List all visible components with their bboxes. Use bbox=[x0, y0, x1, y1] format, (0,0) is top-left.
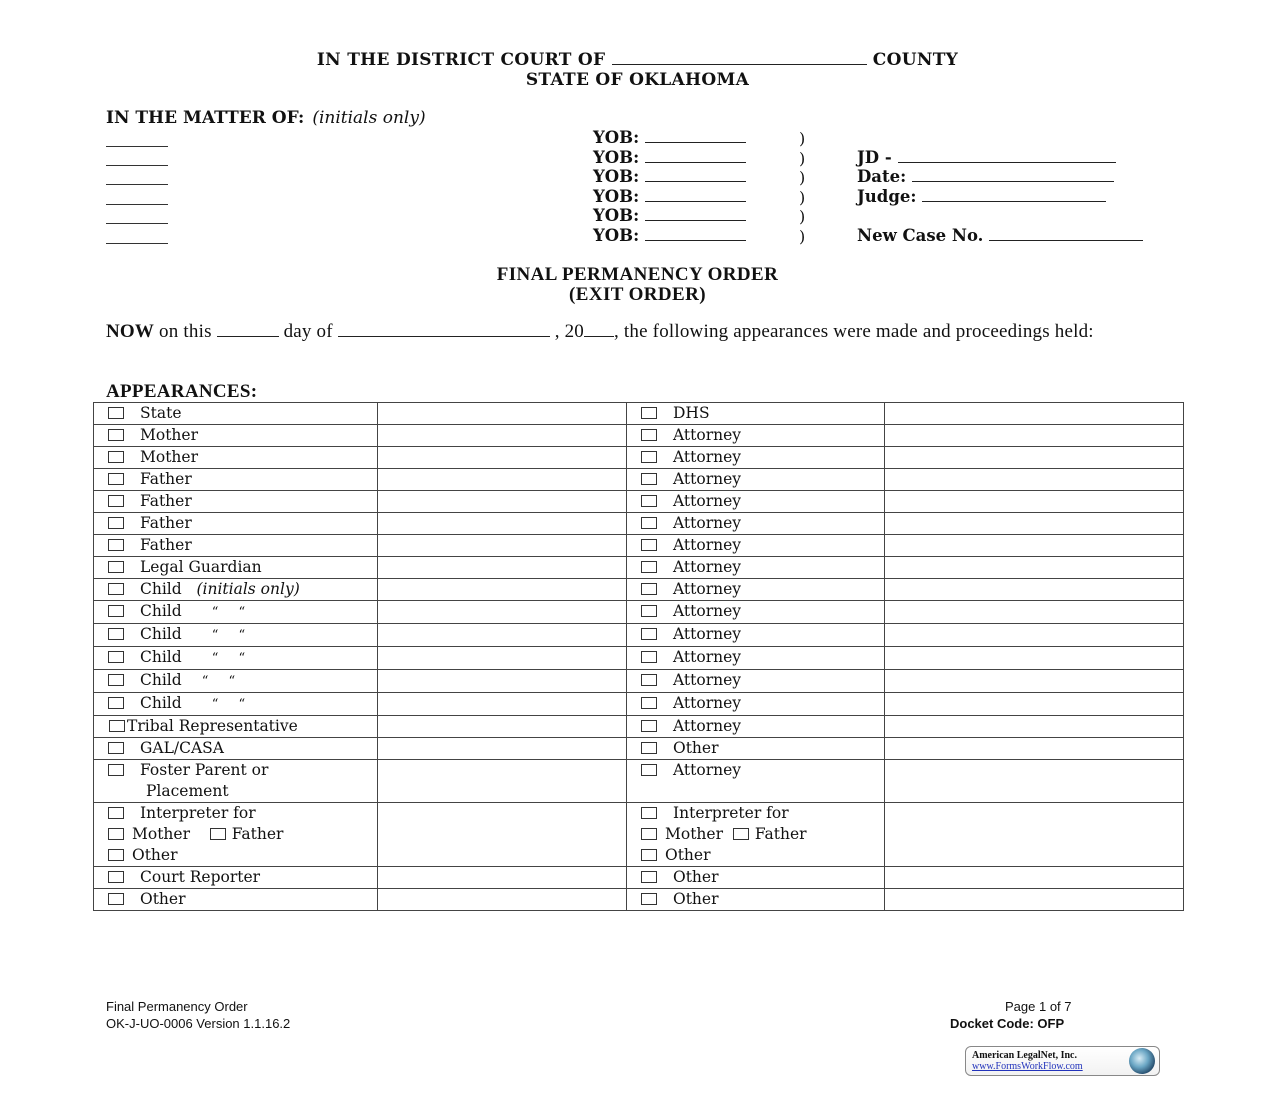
checkbox[interactable] bbox=[108, 517, 124, 529]
yob-field-2[interactable]: YOB: bbox=[593, 148, 746, 167]
appearance-left: Interpreter for Mother Father Other bbox=[94, 803, 378, 867]
checkbox-mother[interactable] bbox=[108, 828, 124, 840]
table-row bbox=[94, 670, 1184, 693]
table-row bbox=[94, 469, 1184, 491]
checkbox[interactable] bbox=[641, 539, 657, 551]
appearance-right: Other bbox=[627, 738, 885, 760]
name-entry[interactable] bbox=[378, 760, 627, 803]
checkbox[interactable] bbox=[641, 407, 657, 419]
appearance-left: State bbox=[94, 403, 378, 425]
appearance-right: Attorney bbox=[627, 425, 885, 447]
initials-blank-1[interactable] bbox=[106, 146, 168, 147]
paren: ) bbox=[799, 149, 806, 168]
name-entry[interactable] bbox=[885, 760, 1184, 803]
checkbox[interactable] bbox=[108, 451, 124, 463]
appearance-right: Attorney bbox=[627, 624, 885, 647]
name-entry[interactable] bbox=[885, 624, 1184, 647]
name-entry[interactable] bbox=[885, 425, 1184, 447]
year-blank[interactable] bbox=[584, 322, 614, 337]
matter-label: IN THE MATTER OF: (initials only) bbox=[106, 108, 426, 128]
name-entry[interactable] bbox=[378, 889, 627, 911]
checkbox[interactable] bbox=[108, 407, 124, 419]
name-entry[interactable] bbox=[885, 491, 1184, 513]
checkbox[interactable] bbox=[108, 674, 124, 686]
yob-field-1[interactable]: YOB: bbox=[593, 128, 746, 147]
globe-icon bbox=[1129, 1048, 1155, 1074]
paren: ) bbox=[799, 188, 806, 207]
appearance-left: Mother bbox=[94, 447, 378, 469]
name-entry[interactable] bbox=[378, 535, 627, 557]
appearance-right: Attorney bbox=[627, 647, 885, 670]
order-title: FINAL PERMANENCY ORDER bbox=[496, 264, 779, 285]
name-entry[interactable] bbox=[885, 601, 1184, 624]
table-row bbox=[94, 601, 1184, 624]
table-row bbox=[94, 535, 1184, 557]
appearance-right: Attorney bbox=[627, 693, 885, 716]
checkbox[interactable] bbox=[109, 720, 125, 732]
footer-form-name: Final Permanency Order bbox=[106, 999, 248, 1014]
table-row bbox=[94, 624, 1184, 647]
appearance-left: Legal Guardian bbox=[94, 557, 378, 579]
table-row bbox=[94, 867, 1184, 889]
table-row bbox=[94, 579, 1184, 601]
checkbox[interactable] bbox=[108, 561, 124, 573]
intro-paragraph: NOW on this day of , 20 , the following appearances were made and proceedings held: bbox=[106, 321, 1094, 342]
table-row bbox=[94, 557, 1184, 579]
appearance-left: Child “ “ bbox=[94, 601, 378, 624]
appearance-right: Attorney bbox=[627, 760, 885, 803]
name-entry[interactable] bbox=[885, 647, 1184, 670]
initials-blank-3[interactable] bbox=[106, 184, 168, 185]
paren: ) bbox=[799, 207, 806, 226]
checkbox[interactable] bbox=[641, 651, 657, 663]
date-field[interactable]: Date: bbox=[857, 167, 1114, 186]
initials-blank-2[interactable] bbox=[106, 165, 168, 166]
name-entry[interactable] bbox=[885, 889, 1184, 911]
appearance-right: Interpreter for Mother Father Other bbox=[627, 803, 885, 867]
checkbox-other[interactable] bbox=[641, 849, 657, 861]
appearance-left: Court Reporter bbox=[94, 867, 378, 889]
checkbox[interactable] bbox=[108, 473, 124, 485]
checkbox[interactable] bbox=[108, 429, 124, 441]
new-case-field[interactable]: New Case No. bbox=[857, 226, 1143, 245]
checkbox[interactable] bbox=[108, 764, 124, 776]
checkbox[interactable] bbox=[641, 807, 657, 819]
checkbox[interactable] bbox=[641, 628, 657, 640]
table-row bbox=[94, 716, 1184, 738]
paren: ) bbox=[799, 129, 806, 148]
name-entry[interactable] bbox=[378, 867, 627, 889]
appearance-left: Father bbox=[94, 535, 378, 557]
checkbox[interactable] bbox=[641, 495, 657, 507]
checkbox-mother[interactable] bbox=[641, 828, 657, 840]
checkbox[interactable] bbox=[641, 893, 657, 905]
appearance-left: Father bbox=[94, 513, 378, 535]
checkbox[interactable] bbox=[641, 764, 657, 776]
checkbox[interactable] bbox=[641, 561, 657, 573]
appearance-right: Other bbox=[627, 889, 885, 911]
yob-field-3[interactable]: YOB: bbox=[593, 167, 746, 186]
name-entry[interactable] bbox=[378, 803, 627, 867]
appearances-table bbox=[93, 402, 1184, 911]
appearance-right: Attorney bbox=[627, 670, 885, 693]
checkbox[interactable] bbox=[108, 742, 124, 754]
name-entry[interactable] bbox=[885, 579, 1184, 601]
initials-blank-5[interactable] bbox=[106, 223, 168, 224]
appearance-left: Father bbox=[94, 469, 378, 491]
initials-blank-6[interactable] bbox=[106, 243, 168, 244]
name-entry[interactable] bbox=[885, 670, 1184, 693]
table-row bbox=[94, 693, 1184, 716]
name-entry[interactable] bbox=[885, 403, 1184, 425]
checkbox[interactable] bbox=[641, 742, 657, 754]
name-entry[interactable] bbox=[378, 670, 627, 693]
name-entry[interactable] bbox=[378, 469, 627, 491]
name-entry[interactable] bbox=[378, 403, 627, 425]
table-row bbox=[94, 491, 1184, 513]
appearance-left: Father bbox=[94, 491, 378, 513]
name-entry[interactable] bbox=[378, 601, 627, 624]
checkbox[interactable] bbox=[641, 720, 657, 732]
checkbox[interactable] bbox=[641, 697, 657, 709]
name-entry[interactable] bbox=[378, 557, 627, 579]
court-heading: IN THE DISTRICT COURT OF COUNTY bbox=[316, 50, 959, 70]
checkbox-other[interactable] bbox=[108, 849, 124, 861]
appearance-right: Attorney bbox=[627, 716, 885, 738]
checkbox[interactable] bbox=[641, 871, 657, 883]
name-entry[interactable] bbox=[378, 579, 627, 601]
initials-blank-4[interactable] bbox=[106, 204, 168, 205]
name-entry[interactable] bbox=[885, 738, 1184, 760]
checkbox[interactable] bbox=[108, 539, 124, 551]
name-entry[interactable] bbox=[885, 867, 1184, 889]
appearance-left: Other bbox=[94, 889, 378, 911]
checkbox[interactable] bbox=[641, 674, 657, 686]
page-number: Page 1 of 7 bbox=[1005, 999, 1072, 1014]
appearance-right: Attorney bbox=[627, 535, 885, 557]
name-entry[interactable] bbox=[885, 513, 1184, 535]
appearance-left: Mother bbox=[94, 425, 378, 447]
checkbox[interactable] bbox=[641, 517, 657, 529]
name-entry[interactable] bbox=[885, 803, 1184, 867]
appearances-heading: APPEARANCES: bbox=[106, 381, 258, 402]
checkbox[interactable] bbox=[108, 651, 124, 663]
appearance-right: DHS bbox=[627, 403, 885, 425]
month-blank[interactable] bbox=[338, 322, 550, 337]
appearance-left: Child “ “ bbox=[94, 693, 378, 716]
checkbox[interactable] bbox=[641, 583, 657, 595]
yob-field-4[interactable]: YOB: bbox=[593, 187, 746, 206]
appearance-left: GAL/CASA bbox=[94, 738, 378, 760]
checkbox[interactable] bbox=[108, 893, 124, 905]
checkbox[interactable] bbox=[108, 628, 124, 640]
checkbox[interactable] bbox=[641, 429, 657, 441]
appearance-left: Child “ “ bbox=[94, 624, 378, 647]
name-entry[interactable] bbox=[885, 716, 1184, 738]
name-entry[interactable] bbox=[378, 425, 627, 447]
checkbox[interactable] bbox=[641, 451, 657, 463]
table-row bbox=[94, 760, 1184, 803]
checkbox[interactable] bbox=[641, 473, 657, 485]
name-entry[interactable] bbox=[378, 624, 627, 647]
name-entry[interactable] bbox=[378, 738, 627, 760]
table-row bbox=[94, 889, 1184, 911]
appearance-right: Attorney bbox=[627, 601, 885, 624]
name-entry[interactable] bbox=[378, 716, 627, 738]
appearance-right: Attorney bbox=[627, 513, 885, 535]
appearance-right: Attorney bbox=[627, 469, 885, 491]
appearance-right: Attorney bbox=[627, 579, 885, 601]
table-row bbox=[94, 425, 1184, 447]
appearance-right: Attorney bbox=[627, 491, 885, 513]
name-entry[interactable] bbox=[378, 647, 627, 670]
appearance-right: Other bbox=[627, 867, 885, 889]
checkbox[interactable] bbox=[108, 807, 124, 819]
appearance-right: Attorney bbox=[627, 557, 885, 579]
county-blank[interactable] bbox=[612, 50, 867, 65]
checkbox[interactable] bbox=[641, 605, 657, 617]
day-blank[interactable] bbox=[217, 322, 279, 337]
docket-code: Docket Code: OFP bbox=[950, 1016, 1065, 1031]
footer-form-id: OK-J-UO-0006 Version 1.1.16.2 bbox=[106, 1016, 291, 1031]
forms-workflow-link[interactable]: www.FormsWorkFlow.com bbox=[972, 1061, 1083, 1072]
appearance-left: Tribal Representative bbox=[94, 716, 378, 738]
checkbox-father[interactable] bbox=[210, 828, 226, 840]
table-row bbox=[94, 647, 1184, 670]
name-entry[interactable] bbox=[378, 693, 627, 716]
table-row bbox=[94, 403, 1184, 425]
paren: ) bbox=[799, 168, 806, 187]
name-entry[interactable] bbox=[378, 447, 627, 469]
checkbox[interactable] bbox=[108, 605, 124, 617]
appearance-left: Child (initials only) bbox=[94, 579, 378, 601]
checkbox[interactable] bbox=[108, 583, 124, 595]
judge-field[interactable]: Judge: bbox=[857, 187, 1106, 206]
paren: ) bbox=[799, 227, 806, 246]
state-heading: STATE OF OKLAHOMA bbox=[525, 70, 750, 90]
name-entry[interactable] bbox=[885, 693, 1184, 716]
yob-field-5[interactable]: YOB: bbox=[593, 206, 746, 225]
table-row bbox=[94, 513, 1184, 535]
name-entry[interactable] bbox=[885, 557, 1184, 579]
order-subtitle: (EXIT ORDER) bbox=[569, 284, 706, 305]
appearance-left: Foster Parent or Placement bbox=[94, 760, 378, 803]
checkbox[interactable] bbox=[108, 871, 124, 883]
checkbox[interactable] bbox=[108, 697, 124, 709]
appearance-left: Child “ “ bbox=[94, 670, 378, 693]
appearance-right: Attorney bbox=[627, 447, 885, 469]
jd-field[interactable]: JD - bbox=[857, 148, 1116, 167]
american-legalnet-logo[interactable]: American LegalNet, Inc. www.FormsWorkFlow.com bbox=[965, 1046, 1160, 1076]
name-entry[interactable] bbox=[378, 491, 627, 513]
checkbox-father[interactable] bbox=[733, 828, 749, 840]
appearance-left: Child “ “ bbox=[94, 647, 378, 670]
table-row bbox=[94, 738, 1184, 760]
table-row bbox=[94, 803, 1184, 867]
table-row bbox=[94, 447, 1184, 469]
name-entry[interactable] bbox=[885, 469, 1184, 491]
checkbox[interactable] bbox=[108, 495, 124, 507]
name-entry[interactable] bbox=[885, 535, 1184, 557]
name-entry[interactable] bbox=[378, 513, 627, 535]
name-entry[interactable] bbox=[885, 447, 1184, 469]
yob-field-6[interactable]: YOB: bbox=[593, 226, 746, 245]
